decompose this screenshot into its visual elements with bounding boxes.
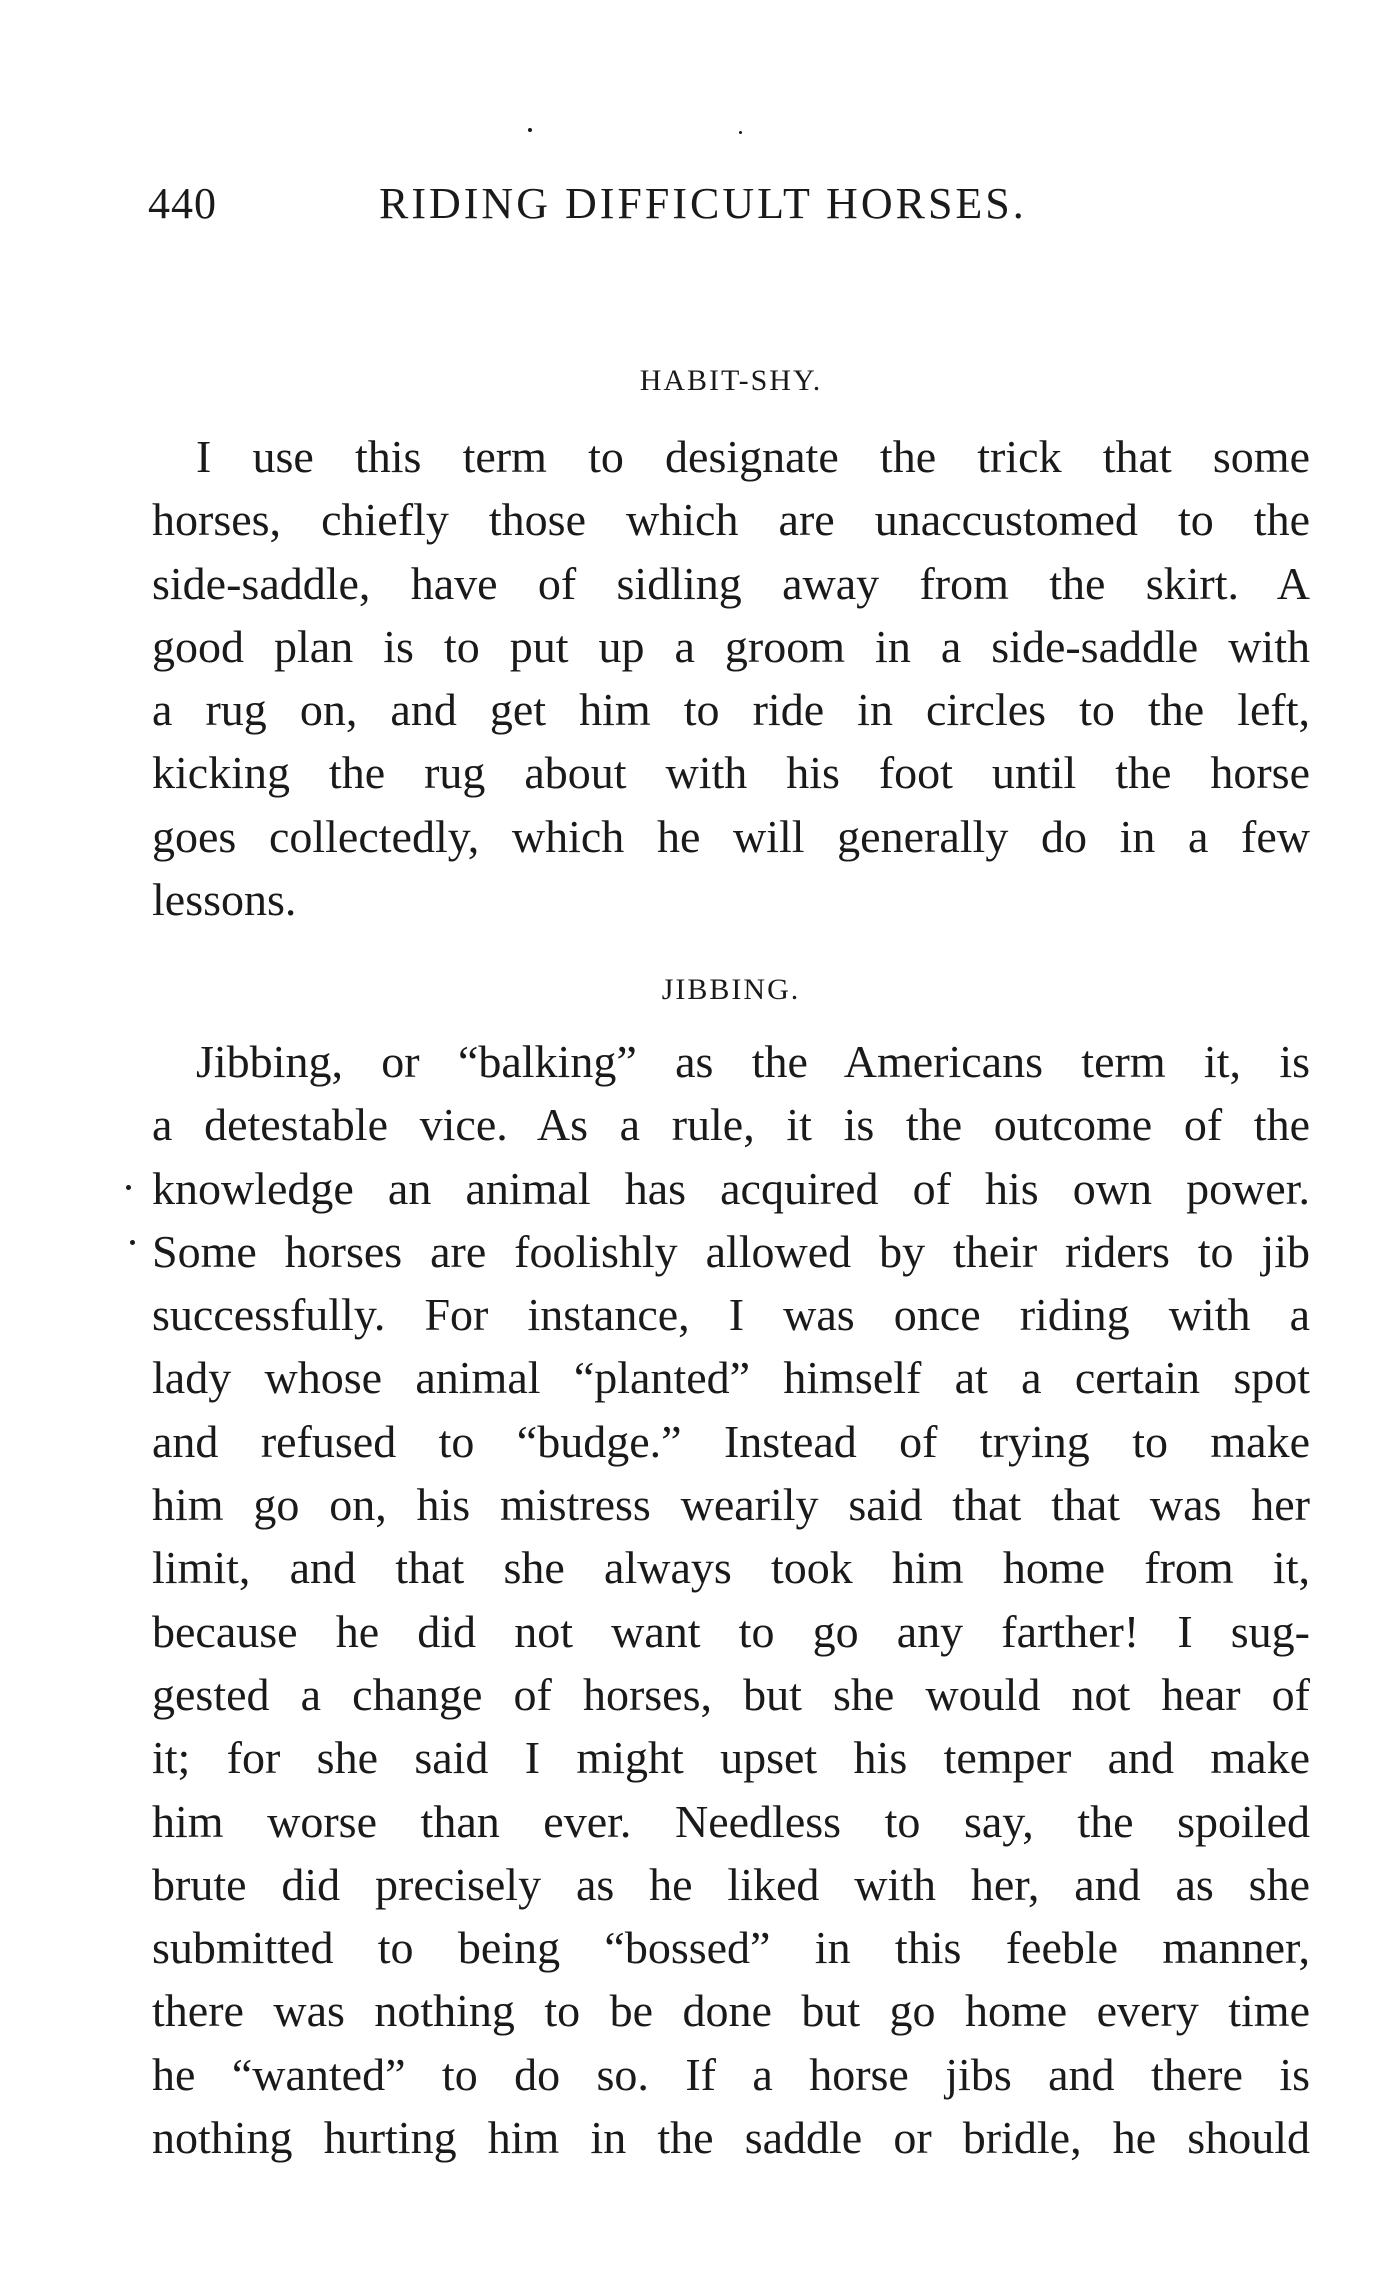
text-line: a detestable vice. As a rule, it is the outcome of the <box>152 1099 1310 1151</box>
text-line: good plan is to put up a groom in a side-saddle with <box>152 620 1310 672</box>
text-line: lessons. <box>152 874 297 926</box>
text-line: a rug on, and get him to ride in circles to the left, <box>152 684 1310 736</box>
text-line: Jibbing, or “balking” as the Americans term it, is <box>196 1036 1310 1087</box>
page-header <box>148 178 1308 238</box>
text-line: him worse than ever. Needless to say, the spoiled <box>152 1795 1310 1847</box>
text-line: limit, and that she always took him home from it, <box>152 1542 1310 1594</box>
running-head: RIDING DIFFICULT HORSES. <box>379 179 1027 228</box>
paragraph-jibbing <box>152 1030 1310 2169</box>
text-line: lady whose animal “planted” himself at a certain spot <box>152 1352 1310 1404</box>
text-line: knowledge an animal has acquired of his own power. <box>152 1162 1310 1214</box>
text-line: gested a change of horses, but she would not hear of <box>152 1668 1310 1720</box>
print-speck <box>528 128 532 132</box>
section-heading-jibbing: JIBBING. <box>661 973 801 1006</box>
text-line: he “wanted” to do so. If a horse jibs and there is <box>152 2048 1310 2100</box>
text-line: I use this term to designate the trick that some <box>196 431 1310 482</box>
text-line: goes collectedly, which he will generally do in a few <box>152 810 1310 862</box>
text-line: kicking the rug about with his foot until the horse <box>152 747 1310 799</box>
text-line: submitted to being “bossed” in this feeble manner, <box>152 1922 1310 1974</box>
text-line: horses, chiefly those which are unaccustomed to the <box>152 494 1310 546</box>
margin-mark <box>126 1185 131 1190</box>
page-number: 440 <box>148 179 217 228</box>
text-line: brute did precisely as he liked with her, and as she <box>152 1858 1310 1910</box>
text-line: nothing hurting him in the saddle or bridle, he should <box>152 2112 1310 2164</box>
paragraph-habit-shy <box>152 425 1310 931</box>
print-speck <box>739 131 742 134</box>
text-line: him go on, his mistress wearily said that that was her <box>152 1479 1310 1531</box>
margin-mark <box>130 1240 135 1245</box>
text-line: Some horses are foolishly allowed by their riders to jib <box>152 1225 1310 1277</box>
text-line: it; for she said I might upset his temper and make <box>152 1732 1310 1784</box>
text-line: side-saddle, have of sidling away from the skirt. A <box>152 557 1310 609</box>
text-line: and refused to “budge.” Instead of trying to make <box>152 1415 1310 1467</box>
text-line: there was nothing to be done but go home every time <box>152 1985 1310 2037</box>
section-heading-habit-shy: HABIT-SHY. <box>639 364 823 397</box>
text-line: successfully. For instance, I was once riding with a <box>152 1289 1310 1341</box>
text-line: because he did not want to go any farther! I sug- <box>152 1605 1310 1657</box>
